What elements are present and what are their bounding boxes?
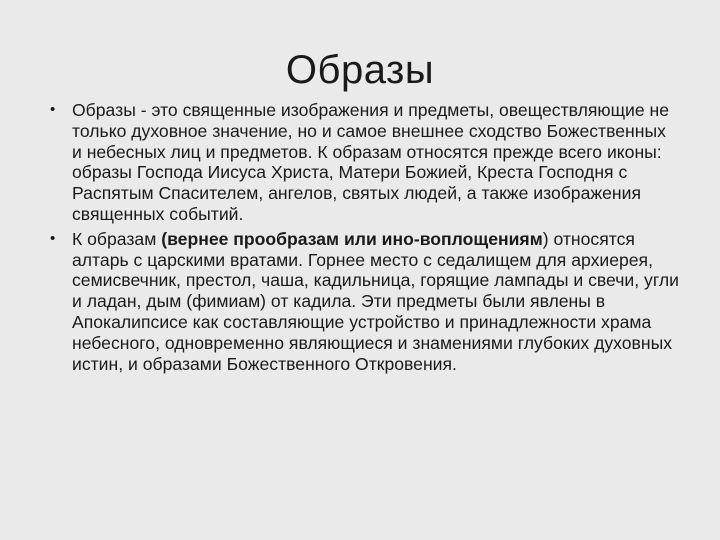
- slide-title: Образы: [285, 48, 435, 92]
- bullet-text: Образы - это священные изображения и предметы, овеществляющие не только духовное значение, но и самое внешнее сходство Божественных и небесных лиц и предметов. К образам относятся прежде всего иконы: образы Господа Иисуса Христа, Матери Божией, Креста Господня с Распятым Спасителем, ангелов, святых людей, а также изображения священных событий.: [72, 100, 670, 224]
- bullet-item: [50, 229, 680, 375]
- bullet-list: [50, 100, 680, 378]
- bullet-dot-icon: •: [50, 101, 56, 118]
- bullet-text-bold: (вернее прообразам или ино-воплощениям: [161, 228, 543, 249]
- bullet-dot-icon: •: [50, 229, 56, 247]
- bullet-item: [50, 100, 680, 225]
- bullet-text-before: К образам: [72, 228, 162, 249]
- bullet-text-after: ) относятся алтарь с царскими вратами. Горнее место с седалищем для архиерея, семисвечник, престол, чаша, кадильница, горящие лампады и свечи, угли и ладан, дым (фимиам) от кадила. Эти предметы были явлены в Апокалипсисе как составляющие устройство и принадлежности храма небесного, одновременно являющиеся и знамениями глубоких духовных истин, и образами Божественного Откровения.: [72, 228, 679, 374]
